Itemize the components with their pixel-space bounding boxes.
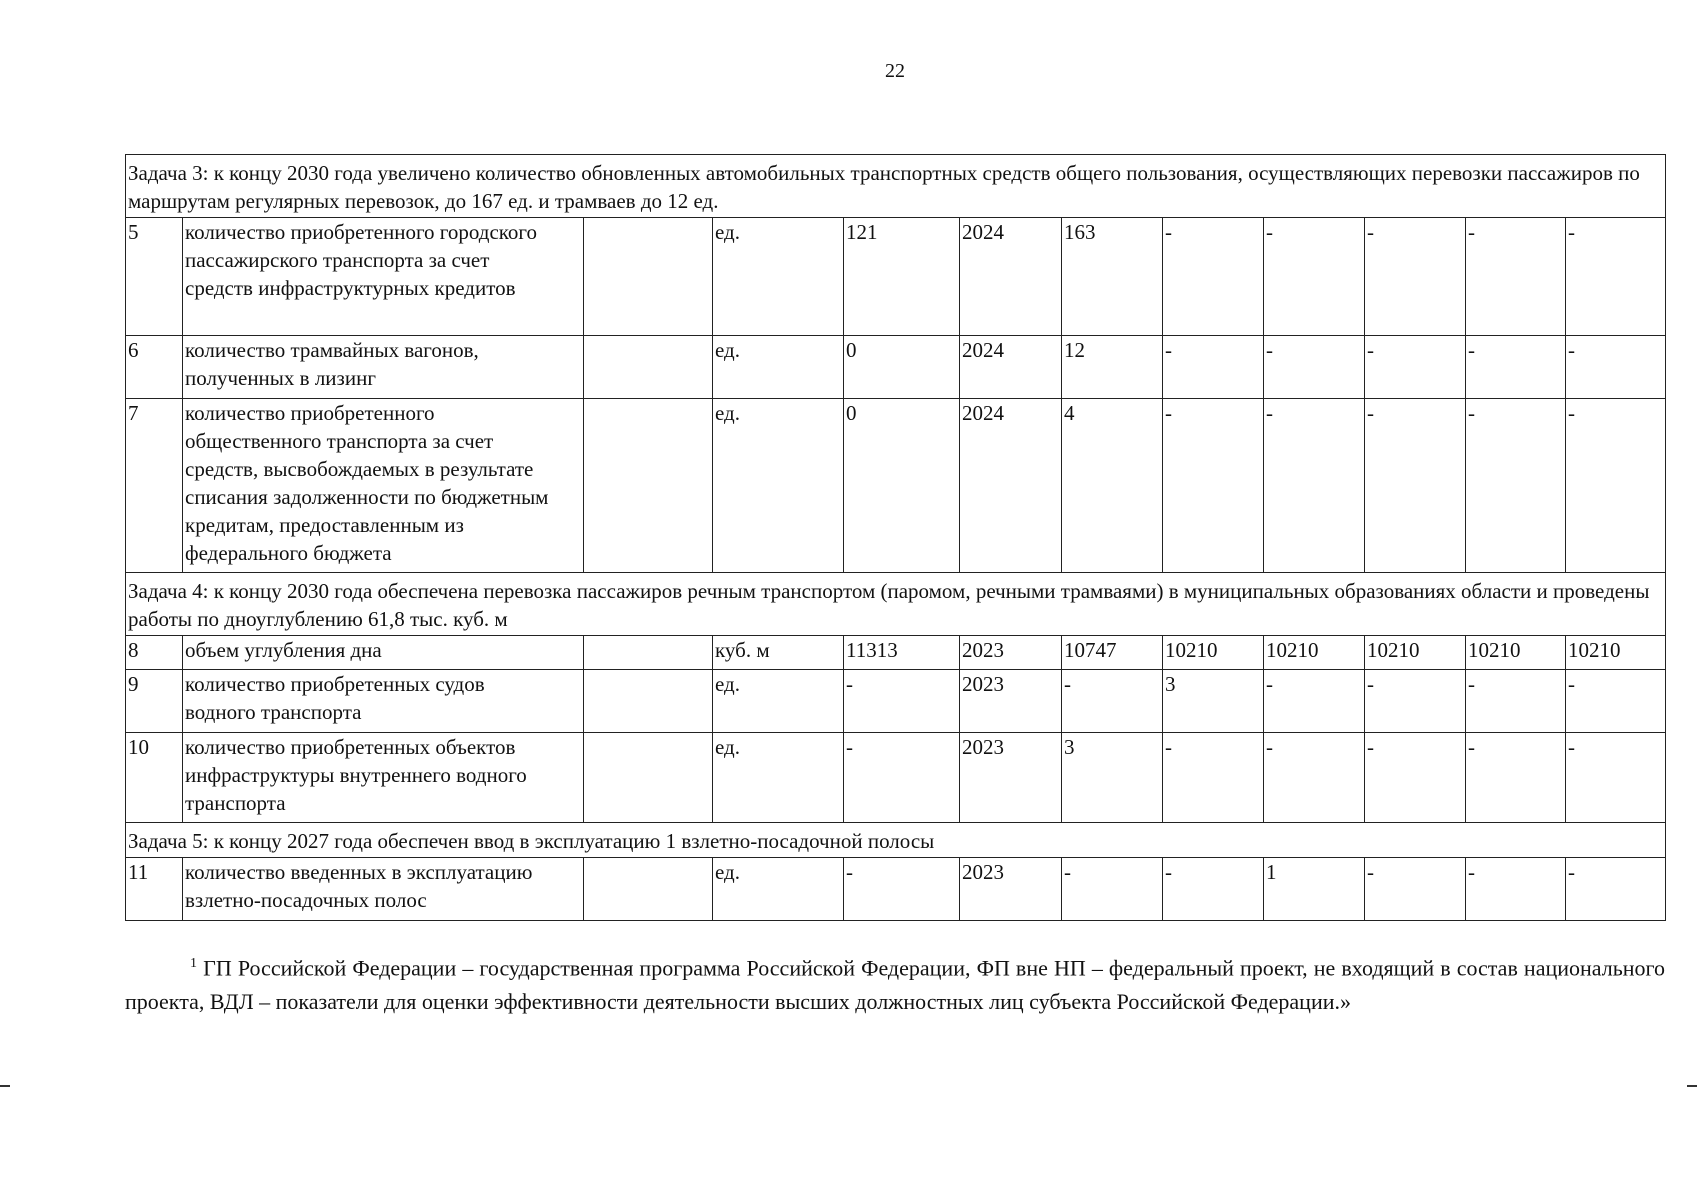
value-cell: -: [1365, 218, 1466, 336]
indicator-name: количество приобретенных судов водного транспорта: [183, 670, 584, 733]
value-cell: -: [1466, 733, 1566, 823]
value-cell: -: [1264, 733, 1365, 823]
page-edge-mark: [0, 1085, 10, 1087]
row-number: 8: [126, 636, 183, 670]
value-cell: 10210: [1566, 636, 1666, 670]
base-year: 2024: [960, 399, 1062, 573]
table-row: [126, 733, 1666, 823]
table-row: [126, 670, 1666, 733]
value-cell: 12: [1062, 336, 1163, 399]
value-cell: -: [1264, 218, 1365, 336]
value-cell: -: [1566, 670, 1666, 733]
value-cell: 3: [1163, 670, 1264, 733]
value-cell: 10210: [1163, 636, 1264, 670]
base-year: 2023: [960, 670, 1062, 733]
indicator-name: количество приобретенного общественного транспорта за счет средств, высвобождаемых в результате списания задолженности по бюджетным кредитам, предоставленным из федерального бюджета: [183, 399, 584, 573]
value-cell: 10747: [1062, 636, 1163, 670]
row-number: 10: [126, 733, 183, 823]
task-row: [126, 155, 1666, 218]
table-row: [126, 336, 1666, 399]
base-value: 121: [844, 218, 960, 336]
unit: ед.: [713, 858, 844, 921]
base-value: -: [844, 858, 960, 921]
value-cell: -: [1466, 336, 1566, 399]
footnote-marker: 1: [190, 956, 197, 971]
value-cell: -: [1264, 399, 1365, 573]
table-row: [126, 399, 1666, 573]
value-cell: 1: [1264, 858, 1365, 921]
task-text: Задача 4: к концу 2030 года обеспечена перевозка пассажиров речным транспортом (паромом, речными трамваями) в муниципальных образованиях области и проведены работы по дноуглублению 61,8 тыс. куб. м: [126, 573, 1666, 636]
indicator-type: [584, 670, 713, 733]
task-text: Задача 3: к концу 2030 года увеличено количество обновленных автомобильных транспортных средств общего пользования, осуществляющих перевозки пассажиров по маршрутам регулярных перевозок, до 167 ед. и трамваев до 12 ед.: [126, 155, 1666, 218]
indicator-type: [584, 858, 713, 921]
indicator-name: количество трамвайных вагонов, полученных в лизинг: [183, 336, 584, 399]
value-cell: -: [1566, 399, 1666, 573]
value-cell: -: [1062, 670, 1163, 733]
base-year: 2024: [960, 218, 1062, 336]
base-value: -: [844, 670, 960, 733]
value-cell: -: [1062, 858, 1163, 921]
unit: ед.: [713, 336, 844, 399]
base-value: 11313: [844, 636, 960, 670]
row-number: 9: [126, 670, 183, 733]
value-cell: -: [1466, 670, 1566, 733]
indicator-type: [584, 733, 713, 823]
indicator-type: [584, 636, 713, 670]
base-value: 0: [844, 399, 960, 573]
indicator-name: количество введенных в эксплуатацию взлетно-посадочных полос: [183, 858, 584, 921]
footnote: [125, 947, 1665, 1019]
value-cell: -: [1264, 336, 1365, 399]
value-cell: -: [1566, 858, 1666, 921]
value-cell: -: [1566, 336, 1666, 399]
value-cell: -: [1466, 218, 1566, 336]
value-cell: -: [1566, 733, 1666, 823]
value-cell: 10210: [1466, 636, 1566, 670]
row-number: 11: [126, 858, 183, 921]
value-cell: -: [1163, 336, 1264, 399]
value-cell: -: [1163, 218, 1264, 336]
value-cell: 4: [1062, 399, 1163, 573]
footnote-text: ГП Российской Федерации – государственная программа Российской Федерации, ФП вне НП – федеральный проект, не входящий в состав национального проекта, ВДЛ – показатели для оценки эффективности деятельности высших должностных лиц субъекта Российской Федерации.»: [125, 955, 1666, 1015]
value-cell: 163: [1062, 218, 1163, 336]
base-value: 0: [844, 336, 960, 399]
value-cell: -: [1466, 858, 1566, 921]
value-cell: -: [1365, 733, 1466, 823]
indicator-name: количество приобретенного городского пассажирского транспорта за счет средств инфраструктурных кредитов: [183, 218, 584, 336]
value-cell: -: [1566, 218, 1666, 336]
row-number: 7: [126, 399, 183, 573]
value-cell: -: [1264, 670, 1365, 733]
unit: ед.: [713, 218, 844, 336]
row-number: 5: [126, 218, 183, 336]
value-cell: -: [1466, 399, 1566, 573]
value-cell: -: [1163, 858, 1264, 921]
unit: ед.: [713, 670, 844, 733]
table-row: [126, 858, 1666, 921]
unit: куб. м: [713, 636, 844, 670]
table-row: [126, 218, 1666, 336]
indicator-name: объем углубления дна: [183, 636, 584, 670]
value-cell: 10210: [1365, 636, 1466, 670]
indicator-type: [584, 399, 713, 573]
indicators-table: [125, 154, 1666, 921]
base-year: 2023: [960, 858, 1062, 921]
base-year: 2023: [960, 733, 1062, 823]
task-row: [126, 573, 1666, 636]
value-cell: 3: [1062, 733, 1163, 823]
task-text: Задача 5: к концу 2027 года обеспечен ввод в эксплуатацию 1 взлетно-посадочной полосы: [126, 823, 1666, 858]
value-cell: -: [1365, 858, 1466, 921]
table-row: [126, 636, 1666, 670]
page-number: 22: [885, 60, 905, 82]
unit: ед.: [713, 733, 844, 823]
value-cell: -: [1163, 733, 1264, 823]
value-cell: -: [1163, 399, 1264, 573]
task-row: [126, 823, 1666, 858]
indicator-type: [584, 336, 713, 399]
value-cell: -: [1365, 399, 1466, 573]
page-edge-mark: [1687, 1085, 1697, 1087]
indicator-name: количество приобретенных объектов инфраструктуры внутреннего водного транспорта: [183, 733, 584, 823]
base-year: 2024: [960, 336, 1062, 399]
indicator-type: [584, 218, 713, 336]
base-year: 2023: [960, 636, 1062, 670]
value-cell: 10210: [1264, 636, 1365, 670]
unit: ед.: [713, 399, 844, 573]
base-value: -: [844, 733, 960, 823]
row-number: 6: [126, 336, 183, 399]
value-cell: -: [1365, 336, 1466, 399]
value-cell: -: [1365, 670, 1466, 733]
